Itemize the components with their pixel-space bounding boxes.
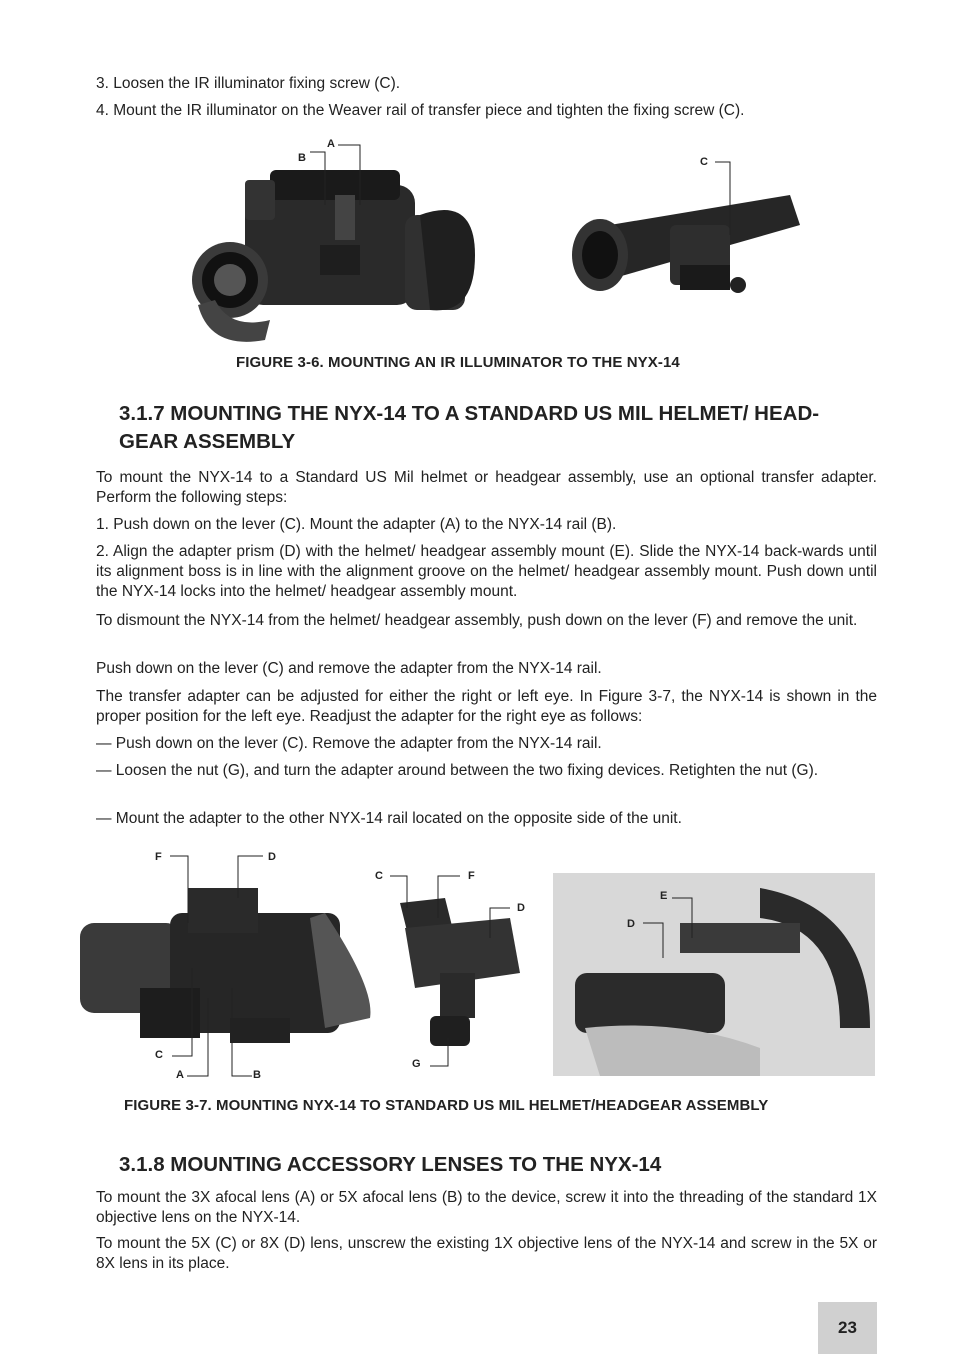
ir-illuminator-drawing: [572, 195, 800, 293]
figure-label-d: D: [517, 902, 525, 914]
paragraph: To dismount the NYX-14 from the helmet/ headgear assembly, push down on the lever (F) and remove the unit.: [96, 612, 858, 629]
figure-3-6: [190, 135, 810, 350]
paragraph: To mount the NYX-14 to a Standard US Mil helmet or headgear assembly, use an optional transfer adapter. Perform the following steps:: [96, 469, 877, 506]
transfer-adapter-drawing: [400, 898, 520, 1046]
figure-label-d: D: [268, 851, 276, 863]
section-3-1-8-heading: 3.1.8 MOUNTING ACCESSORY LENSES TO THE NYX-14: [119, 1153, 662, 1176]
figure-label-a: A: [327, 138, 335, 150]
paragraph: To mount the 5X (C) or 8X (D) lens, unscrew the existing 1X objective lens of the NYX-14 and screw in the 5X or 8X lens in its place.: [96, 1235, 877, 1272]
nyx14-with-adapter-drawing: [80, 888, 370, 1043]
figure-label-g: G: [412, 1058, 421, 1070]
figure-label-a: A: [176, 1069, 184, 1081]
helmet-mount-photo: [553, 873, 875, 1076]
figure-label-e: E: [660, 890, 668, 902]
figure-3-6-caption: FIGURE 3-6. MOUNTING AN IR ILLUMINATOR TO THE NYX-14: [236, 354, 680, 371]
paragraph: The transfer adapter can be adjusted for either the right or left eye. In Figure 3-7, the NYX-14 is shown in the proper position for the left eye. Readjust the adapter for the right eye as follows:: [96, 688, 877, 725]
figure-label-f: F: [155, 851, 162, 863]
figure-3-7: [80, 848, 880, 1088]
paragraph: To mount the 3X afocal lens (A) or 5X afocal lens (B) to the device, screw it into the threading of the standard 1X objective lens on the NYX-14.: [96, 1189, 877, 1226]
paragraph: 2. Align the adapter prism (D) with the helmet/ headgear assembly mount (E). Slide the NYX-14 back-wards until its alignment boss is in line with the alignment groove on the helmet/ headgear assembly mount. Push down until the NYX-14 locks into the helmet/ headgear assembly mount.: [96, 543, 877, 600]
step-4: 4. Mount the IR illuminator on the Weaver rail of transfer piece and tighten the fixing screw (C).: [96, 102, 745, 119]
step-3: 3. Loosen the IR illuminator fixing screw (C).: [96, 75, 401, 92]
figure-label-c: C: [700, 156, 708, 168]
figure-label-b: B: [298, 152, 306, 164]
paragraph: — Loosen the nut (G), and turn the adapter around between the two fixing devices. Retighten the nut (G).: [96, 762, 819, 779]
paragraph: — Push down on the lever (C). Remove the adapter from the NYX-14 rail.: [96, 735, 602, 752]
figure-label-b: B: [253, 1069, 261, 1081]
figure-3-7-caption: FIGURE 3-7. MOUNTING NYX-14 TO STANDARD US MIL HELMET/HEADGEAR ASSEMBLY: [124, 1097, 769, 1114]
helmet-mount-images: [80, 848, 880, 1088]
figure-label-c: C: [155, 1049, 163, 1061]
figure-label-f: F: [468, 870, 475, 882]
section-3-1-7-heading: 3.1.7 MOUNTING THE NYX-14 TO A STANDARD US MIL HELMET/ HEAD-GEAR ASSEMBLY: [119, 402, 820, 453]
paragraph: — Mount the adapter to the other NYX-14 rail located on the opposite side of the unit.: [96, 810, 682, 827]
paragraph: Push down on the lever (C) and remove the adapter from the NYX-14 rail.: [96, 660, 602, 677]
nyx14-device-drawing: [192, 170, 475, 342]
paragraph: 1. Push down on the lever (C). Mount the adapter (A) to the NYX-14 rail (B).: [96, 516, 617, 533]
nyx14-monocular-image: [190, 135, 810, 350]
page-number: 23: [818, 1302, 877, 1354]
figure-label-d: D: [627, 918, 635, 930]
figure-label-c: C: [375, 870, 383, 882]
